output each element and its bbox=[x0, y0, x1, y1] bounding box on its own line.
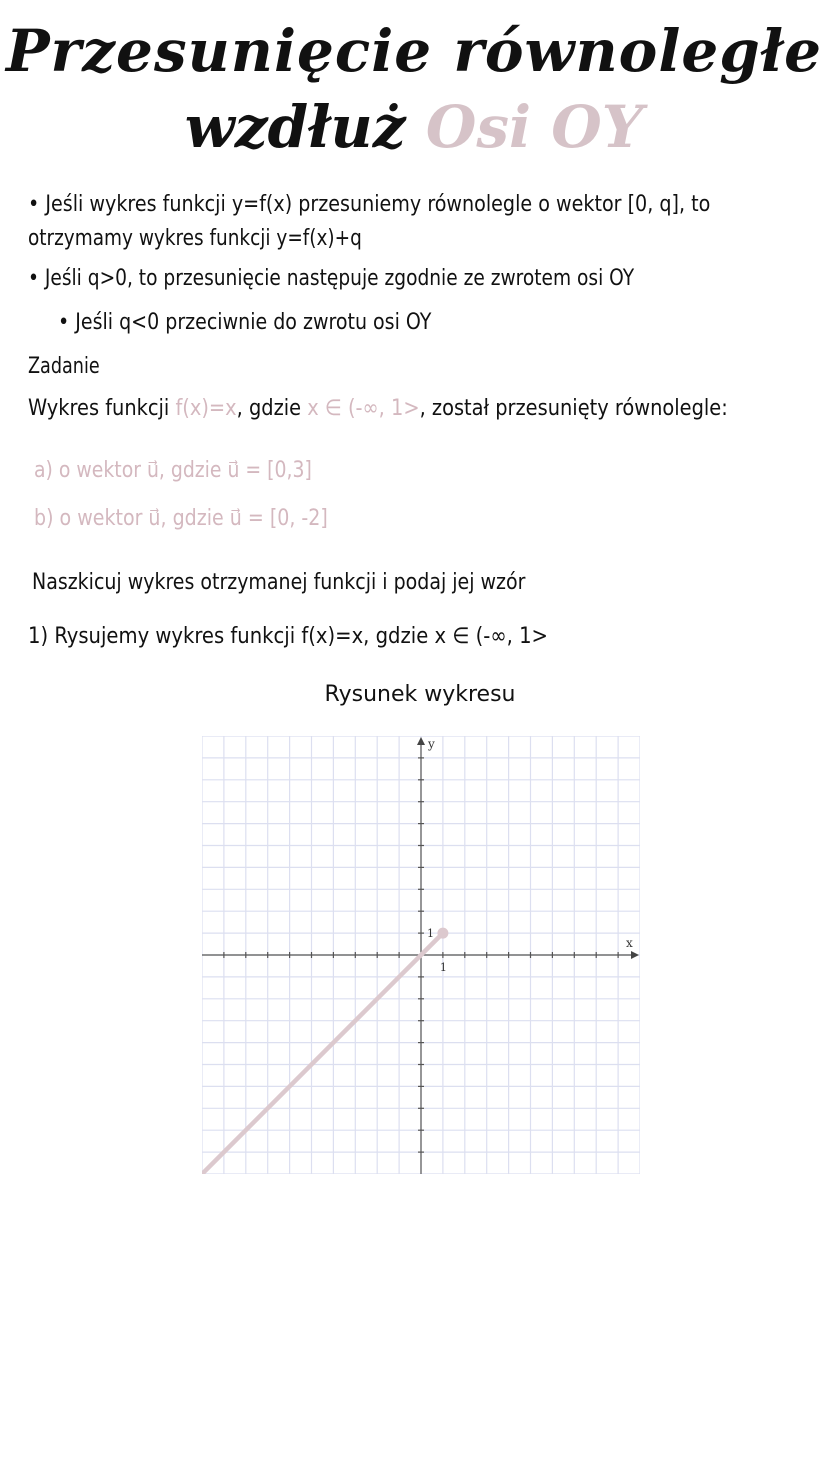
closed-endpoint bbox=[437, 928, 448, 939]
title-text-accent: Osi OY bbox=[425, 93, 644, 161]
task-intro-a: Wykres funkcji bbox=[28, 396, 176, 421]
x-axis-label: x bbox=[626, 936, 633, 950]
rule3: • Jeśli q<0 przeciwnie do zwrotu osi OY bbox=[58, 310, 432, 335]
task-intro-c: , został przesunięty równolegle: bbox=[419, 396, 728, 421]
task-heading: Zadanie bbox=[28, 354, 100, 379]
task-intro-b: , gdzie bbox=[236, 396, 308, 421]
title-text: Przesunięcie równoległe bbox=[5, 17, 823, 85]
task-intro-domain: x ∈ (-∞, 1> bbox=[307, 396, 420, 421]
series-line-0 bbox=[202, 933, 443, 1174]
y-axis-arrow-icon bbox=[417, 737, 425, 745]
y-axis-label: y bbox=[428, 737, 435, 751]
function-graph bbox=[202, 736, 640, 1174]
x-tick-label-1: 1 bbox=[439, 961, 447, 974]
series-marks bbox=[202, 928, 448, 1174]
x-axis-arrow-icon bbox=[631, 951, 639, 959]
task-intro bbox=[28, 392, 728, 426]
task-item-b: b) o wektor u⃗, gdzie u⃗ = [0, -2] bbox=[34, 506, 328, 531]
task-item-a: a) o wektor u⃗, gdzie u⃗ = [0,3] bbox=[34, 458, 312, 483]
rule1-line2: otrzymamy wykres funkcji y=f(x)+q bbox=[28, 226, 362, 251]
task-step1: 1) Rysujemy wykres funkcji f(x)=x, gdzie x ∈ (-∞, 1> bbox=[28, 624, 548, 649]
page-title-line1 bbox=[0, 17, 828, 85]
title-text-dark: wzdłuż bbox=[184, 93, 406, 161]
rule2: • Jeśli q>0, to przesunięcie następuje zgodnie ze zwrotem osi OY bbox=[28, 266, 635, 291]
task-intro-fx: f(x)=x bbox=[175, 396, 237, 421]
y-tick-label-1: 1 bbox=[427, 927, 434, 941]
rule1-line1: • Jeśli wykres funkcji y=f(x) przesuniemy równolegle o wektor [0, q], to bbox=[28, 192, 711, 217]
page-title-line2 bbox=[0, 93, 828, 161]
task-instruction: Naszkicuj wykres otrzymanej funkcji i podaj jej wzór bbox=[32, 570, 526, 595]
chart-title: Rysunek wykresu bbox=[324, 682, 516, 707]
